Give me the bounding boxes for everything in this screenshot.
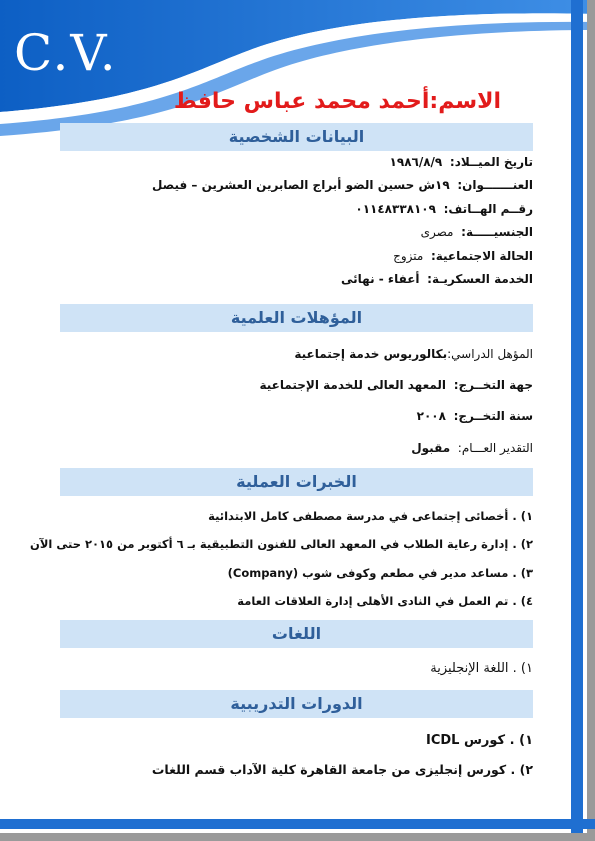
section-title: اللغات	[271, 624, 322, 643]
info-row-phone: رقــم الهــاتف: ٠١١٤٨٣٣٨١٠٩	[355, 202, 533, 216]
edu-row-institution: جهة التخــرج: المعهد العالى للخدمة الإجتماعية	[259, 378, 533, 392]
section-title: المؤهلات العلمية	[230, 308, 363, 327]
info-row-marital-status: الحالة الاجتماعية: متزوج	[393, 249, 533, 263]
edu-row-graduation-year: سنة التخــرج: ٢٠٠٨	[416, 409, 533, 423]
list-item: ٤) . تم العمل في النادى الأهلى إدارة العلاقات العامة	[237, 594, 533, 608]
section-title: البيانات الشخصية	[228, 127, 365, 146]
bottom-frame-blue	[0, 819, 595, 829]
section-title: الدورات التدريبية	[230, 694, 363, 713]
info-row-nationality: الجنسيـــــة: مصرى	[420, 225, 533, 239]
edu-row-qualification: المؤهل الدراسي:بكالوريوس خدمة إجتماعية	[294, 347, 533, 361]
list-item: ١) . اللغة الإنجليزية	[430, 661, 533, 676]
section-education	[60, 304, 533, 332]
section-title: الخبرات العملية	[236, 472, 357, 491]
list-item: ١) . كورس ICDL	[426, 733, 533, 748]
section-languages	[60, 620, 533, 648]
list-item: ٢) . إدارة رعاية الطلاب في المعهد العالى للفنون التطبيقية بـ ٦ أكتوبر من ٢٠١٥ حتى الآن	[30, 537, 533, 551]
info-row-birthdate: تاريخ الميــلاد: ١٩٨٦/٨/٩	[389, 155, 533, 169]
list-item: ٣) . مساعد مدير في مطعم وكوفى شوب (Company)	[227, 566, 533, 580]
section-personal-data	[60, 123, 533, 151]
bottom-frame-gray	[0, 833, 595, 841]
right-frame-blue	[571, 0, 583, 841]
section-courses	[60, 690, 533, 718]
right-frame-gray	[587, 0, 595, 841]
person-name: الاسم:أحمد محمد عباس حافظ	[173, 89, 501, 114]
list-item: ١) . أخصائى إجتماعى في مدرسة مصطفى كامل الابتدائية	[208, 509, 533, 523]
cv-logo: C.V.	[14, 24, 118, 82]
list-item: ٢) . كورس إنجليزى من جامعة القاهرة كلية الآداب قسم اللغات	[151, 762, 533, 777]
info-row-military-service: الخدمة العسكريـة: أعفاء - نهائى	[341, 272, 533, 286]
info-row-address: العنـــــــوان: ١٩ش حسين الضو أبراج الصابرين العشرين – فيصل	[151, 178, 533, 192]
edu-row-grade: التقدير العـــام: مقبول	[411, 441, 533, 455]
section-experience	[60, 468, 533, 496]
